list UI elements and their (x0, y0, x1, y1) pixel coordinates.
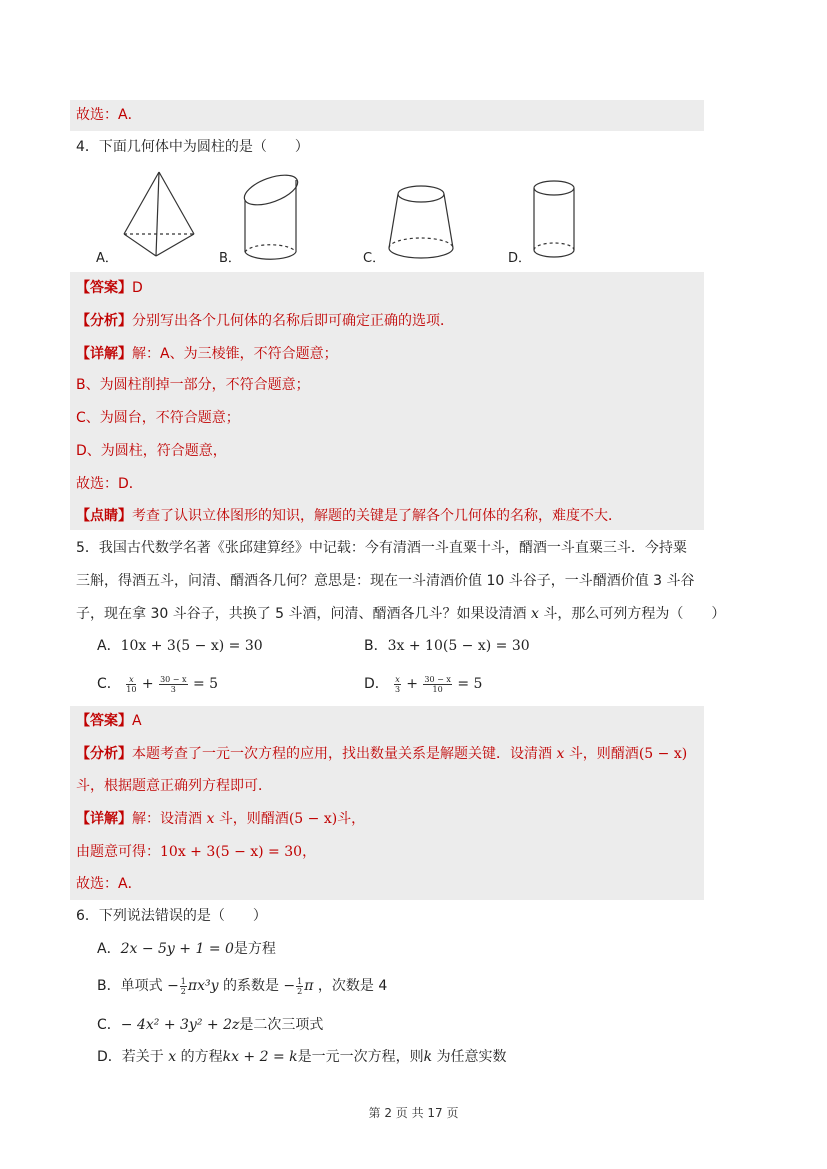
detail-tag: 【详解】 (76, 346, 132, 362)
q5-conclusion: 故选：A． (76, 876, 142, 892)
q5-option-d (364, 674, 482, 694)
q5-detail-2-text: 由题意可得： (76, 844, 160, 860)
option-label: B． (364, 638, 388, 654)
q6-c-math: − 4x² + 3y² + 2z (120, 1017, 240, 1033)
q5-analysis-text: 本题考查了一元一次方程的应用，找出数量关系是解题关键．设清酒 (132, 746, 552, 762)
fraction: $\frac{1}{2}$ (180, 976, 186, 996)
q6-b-text: 的系数是 (222, 978, 279, 994)
q6-d-var: x (168, 1049, 177, 1065)
frustum-figure (386, 182, 456, 264)
comment-tag: 【点睛】 (76, 508, 132, 524)
q5-detail-text-a: 解：设清酒 (132, 811, 202, 827)
q4-option-b: B． (219, 251, 241, 266)
minus-sign: − (283, 978, 296, 994)
q5-stem-line-3a: 子，现在拿 30 斗谷子，共换了 5 斗酒，问清、醑酒各几斗？如果设清酒 (76, 606, 527, 622)
q4-analysis (76, 311, 454, 331)
q5-analysis-math: (5 − x) (638, 746, 688, 762)
answer-block-q3-tail (70, 100, 704, 131)
q4-detail-line-5: 故选：D． (76, 476, 143, 492)
q6-option-a (97, 939, 276, 959)
answer-tag: 【答案】 (76, 280, 132, 296)
q6-b-text-2: ，次数是 4 (317, 978, 388, 994)
option-label: A． (97, 941, 121, 957)
q5-detail-line-2 (76, 842, 316, 862)
q5-stem-line-2: 三斛，得酒五斗，问清、醑酒各几何？意思是：现在一斗清酒价值 10 斗谷子，一斗醑酒价值 3 斗谷 (76, 573, 695, 589)
cylinder-figure (530, 178, 578, 264)
q4-detail-line-2: B、为圆柱削掉一部分，不符合题意； (76, 377, 310, 393)
q5-var: x (530, 606, 539, 622)
q5-var: x (556, 746, 565, 762)
pyramid-figure (118, 168, 200, 264)
q6-stem: 6．下列说法错误的是（ ） (76, 908, 267, 924)
q6-option-c (97, 1015, 323, 1035)
fraction: $\frac{30 - x}{3}$ (160, 674, 187, 694)
q6-d-math: kx + 2 = k (222, 1049, 298, 1065)
q5-option-b-math: 3x + 10(5 − x) = 30 (387, 638, 530, 654)
plus-sign: + (406, 676, 418, 692)
option-label: C． (97, 1017, 121, 1033)
q4-detail-line-4: D、为圆柱，符合题意， (76, 443, 227, 459)
q5-option-b (364, 636, 530, 656)
q4-option-d: D． (508, 251, 532, 266)
plus-sign: + (141, 676, 154, 692)
detail-tag: 【详解】 (76, 811, 132, 827)
pi: π (304, 978, 314, 994)
q6-d-text-2: 是一元一次方程，则 (297, 1049, 424, 1065)
q6-d-text: 的方程 (180, 1049, 223, 1065)
q5-option-a-math: 10x + 3(5 − x) = 30 (120, 638, 263, 654)
q5-answer-value: A (132, 713, 142, 729)
option-label: D．若关于 (97, 1049, 164, 1065)
q5-detail-text-b: 斗，则醑酒 (218, 811, 289, 827)
q5-detail-math: (5 − x) (288, 811, 338, 827)
fraction: $\frac{30 - x}{10}$ (424, 674, 451, 694)
q6-c-text: 是二次三项式 (239, 1017, 324, 1033)
q5-analysis-line-1 (76, 744, 687, 764)
option-label: A． (97, 638, 121, 654)
minus-sign: − (167, 978, 179, 994)
q5-analysis-line-2: 斗，根据题意正确列方程即可． (76, 778, 272, 794)
q6-a-math: 2x − 5y + 1 = 0 (120, 941, 234, 957)
fraction: $\frac{x}{3}$ (394, 674, 401, 694)
q6-option-d (97, 1047, 507, 1067)
equals-five: = 5 (193, 676, 219, 692)
q5-option-a (97, 636, 263, 656)
fraction: $\frac{1}{2}$ (297, 976, 303, 996)
q4-detail-line-3: C、为圆台，不符合题意； (76, 410, 240, 426)
q5-var: x (206, 811, 215, 827)
q4-detail-line-1 (76, 344, 338, 364)
q5-answer (76, 711, 142, 731)
answer-tag: 【答案】 (76, 713, 132, 729)
q4-analysis-text: 分别写出各个几何体的名称后即可确定正确的选项． (132, 313, 454, 329)
q4-option-c: C． (363, 251, 386, 266)
analysis-tag: 【分析】 (76, 746, 132, 762)
q4-comment (76, 506, 622, 526)
analysis-tag: 【分析】 (76, 313, 132, 329)
fraction: $\frac{x}{10}$ (126, 674, 137, 694)
cut-cylinder-figure (240, 170, 302, 264)
option-label: C． (97, 676, 121, 692)
q5-detail-2-math: 10x + 3(5 − x) = 30 (160, 844, 303, 860)
q5-stem-line-3 (76, 604, 725, 624)
q3-conclusion: 故选：A． (76, 107, 142, 123)
q5-stem-line-1: 5．我国古代数学名著《张邱建算经》中记载：今有清酒一斗直粟十斗，醑酒一斗直粟三斗．今持粟 (76, 540, 687, 556)
q5-analysis-text-b: 斗，则醑酒 (568, 746, 639, 762)
q6-d-text-3: 为任意实数 (436, 1049, 507, 1065)
q5-option-c (97, 674, 218, 694)
q5-detail-line-1 (76, 809, 365, 829)
q4-detail-text-1: 解：A、为三棱锥，不符合题意； (132, 346, 338, 362)
q4-answer-value: D (132, 280, 143, 296)
q4-answer (76, 278, 143, 298)
q4-stem: 4．下面几何体中为圆柱的是（ ） (76, 139, 309, 155)
q5-stem-line-3b: 斗，那么可列方程为（ ） (543, 606, 726, 622)
option-label: D． (364, 676, 389, 692)
q6-a-text: 是方程 (233, 941, 276, 957)
q5-detail-text-d: 斗， (337, 811, 366, 827)
q6-b-monomial: πx³y (187, 978, 219, 994)
option-label: B．单项式 (97, 978, 163, 994)
q6-option-b (97, 976, 387, 996)
q6-d-var-k: k (423, 1049, 433, 1065)
answer-block-q5 (70, 706, 704, 900)
q4-option-a: A． (96, 251, 118, 266)
q5-detail-2-comma: ， (302, 844, 317, 860)
q4-comment-text: 考查了认识立体图形的知识，解题的关键是了解各个几何体的名称，难度不大． (132, 508, 622, 524)
page-footer: 第 2 页 共 17 页 (368, 1106, 459, 1120)
equals-five: = 5 (457, 676, 483, 692)
